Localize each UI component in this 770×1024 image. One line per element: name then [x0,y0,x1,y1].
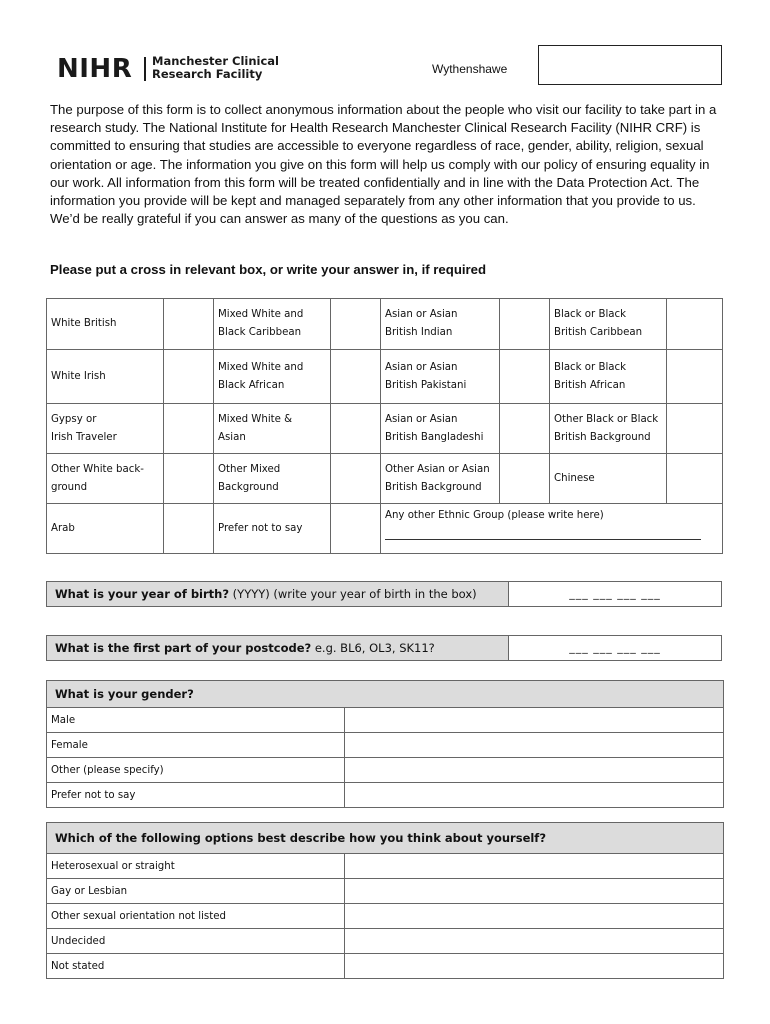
ethnicity-row [47,404,723,454]
ethnicity-checkbox[interactable] [500,350,550,404]
gender-option-row [47,708,724,733]
postcode-input[interactable]: ___ ___ ___ ___ [569,641,661,654]
ethnicity-label: Prefer not to say [214,504,331,554]
ethnicity-label: Black or Black British African [550,350,667,404]
gender-option-label: Female [47,733,345,758]
year-of-birth-question-bold: What is your year of birth? [55,587,230,601]
gender-option-box[interactable] [345,708,724,733]
orientation-option-box[interactable] [345,929,724,954]
nihr-logo: NIHR [57,54,133,84]
orientation-option-box[interactable] [345,904,724,929]
orientation-option-box[interactable] [345,854,724,879]
orientation-option-label: Heterosexual or straight [47,854,345,879]
ethnicity-checkbox[interactable] [500,404,550,454]
ethnicity-table [46,298,723,554]
ethnicity-checkbox[interactable] [500,299,550,350]
any-other-ethnic-group[interactable] [381,504,723,554]
ethnicity-checkbox[interactable] [164,299,214,350]
ethnicity-label: Other Asian or Asian British Background [381,454,500,504]
ethnicity-row [47,504,723,554]
ethnicity-label: Chinese [550,454,667,504]
ethnicity-checkbox[interactable] [667,350,723,404]
postcode-question-bold: What is the first part of your postcode? [55,641,312,655]
ethnicity-label: Asian or Asian British Pakistani [381,350,500,404]
ethnicity-label: Asian or Asian British Indian [381,299,500,350]
ethnicity-checkbox[interactable] [500,454,550,504]
gender-option-row [47,783,724,808]
write-in-line[interactable] [385,529,701,540]
ethnicity-checkbox[interactable] [331,454,381,504]
postcode-question-rest: e.g. BL6, OL3, SK11? [311,641,435,655]
postcode-question [47,636,509,660]
postcode-row [46,635,722,661]
orientation-table [46,822,724,979]
orientation-option-row [47,954,724,979]
logo-subtitle [152,55,279,81]
site-label: Wythenshawe [432,62,508,76]
year-of-birth-row [46,581,722,607]
orientation-option-row [47,904,724,929]
gender-option-label: Other (please specify) [47,758,345,783]
orientation-option-label: Other sexual orientation not listed [47,904,345,929]
gender-option-box[interactable] [345,783,724,808]
ethnicity-label: Gypsy or Irish Traveler [47,404,164,454]
ethnicity-checkbox[interactable] [667,404,723,454]
ethnicity-label: Mixed White & Asian [214,404,331,454]
ethnicity-checkbox[interactable] [164,504,214,554]
gender-option-row [47,733,724,758]
ethnicity-row [47,454,723,504]
year-of-birth-input[interactable]: ___ ___ ___ ___ [569,587,661,600]
ethnicity-row [47,299,723,350]
logo-divider [144,57,146,81]
logo-subtitle-line2: Research Facility [152,67,263,81]
orientation-option-label: Not stated [47,954,345,979]
gender-option-row [47,758,724,783]
ethnicity-checkbox[interactable] [667,299,723,350]
ethnicity-row [47,350,723,404]
ethnicity-checkbox[interactable] [164,404,214,454]
ethnicity-checkbox[interactable] [331,504,381,554]
orientation-option-row [47,854,724,879]
orientation-option-box[interactable] [345,954,724,979]
ethnicity-label: Other Mixed Background [214,454,331,504]
any-other-ethnic-label: Any other Ethnic Group (please write here) [385,510,604,521]
year-of-birth-question [47,582,509,606]
ethnicity-checkbox[interactable] [331,299,381,350]
gender-option-label: Prefer not to say [47,783,345,808]
logo-subtitle-line1: Manchester Clinical [152,54,279,68]
orientation-question: Which of the following options best describe how you think about yourself? [47,823,724,854]
ethnicity-label: White British [47,299,164,350]
gender-option-box[interactable] [345,758,724,783]
ethnicity-checkbox[interactable] [164,350,214,404]
ethnicity-checkbox[interactable] [667,454,723,504]
orientation-option-row [47,929,724,954]
site-input-box[interactable] [538,45,722,85]
orientation-option-label: Undecided [47,929,345,954]
ethnicity-checkbox[interactable] [331,350,381,404]
ethnicity-label: Black or Black British Caribbean [550,299,667,350]
intro-paragraph: The purpose of this form is to collect anonymous information about the people who visit our facility to take part in a research study. The National Institute for Health Research Manchester Clinical Research Facility (NIHR CRF) is committed to ensuring that studies are accessible to everyone regardless of race, gender, ability, religion, sexual orientation or age. The information you give on this form will help us comply with our policy of ensuring equality in our work. All information from this form will be treated confidentially and in line with the Data Protection Act. The information you provide will be kept and managed separately from any other information that you provide to us. We’d be really grateful if you can answer as many of the questions as you can. [50,102,717,227]
ethnicity-label: Mixed White and Black African [214,350,331,404]
gender-table [46,680,724,808]
orientation-option-row [47,879,724,904]
ethnicity-label: Mixed White and Black Caribbean [214,299,331,350]
orientation-option-box[interactable] [345,879,724,904]
gender-option-box[interactable] [345,733,724,758]
year-of-birth-question-rest: (YYYY) (write your year of birth in the box) [229,587,477,601]
ethnicity-label: Other Black or Black British Background [550,404,667,454]
ethnicity-label: Arab [47,504,164,554]
gender-question: What is your gender? [47,681,724,708]
orientation-option-label: Gay or Lesbian [47,879,345,904]
ethnicity-checkbox[interactable] [164,454,214,504]
ethnicity-checkbox[interactable] [331,404,381,454]
ethnicity-label: Asian or Asian British Bangladeshi [381,404,500,454]
ethnicity-label: Other White back- ground [47,454,164,504]
instruction-text: Please put a cross in relevant box, or write your answer in, if required [50,262,487,277]
gender-option-label: Male [47,708,345,733]
ethnicity-label: White Irish [47,350,164,404]
